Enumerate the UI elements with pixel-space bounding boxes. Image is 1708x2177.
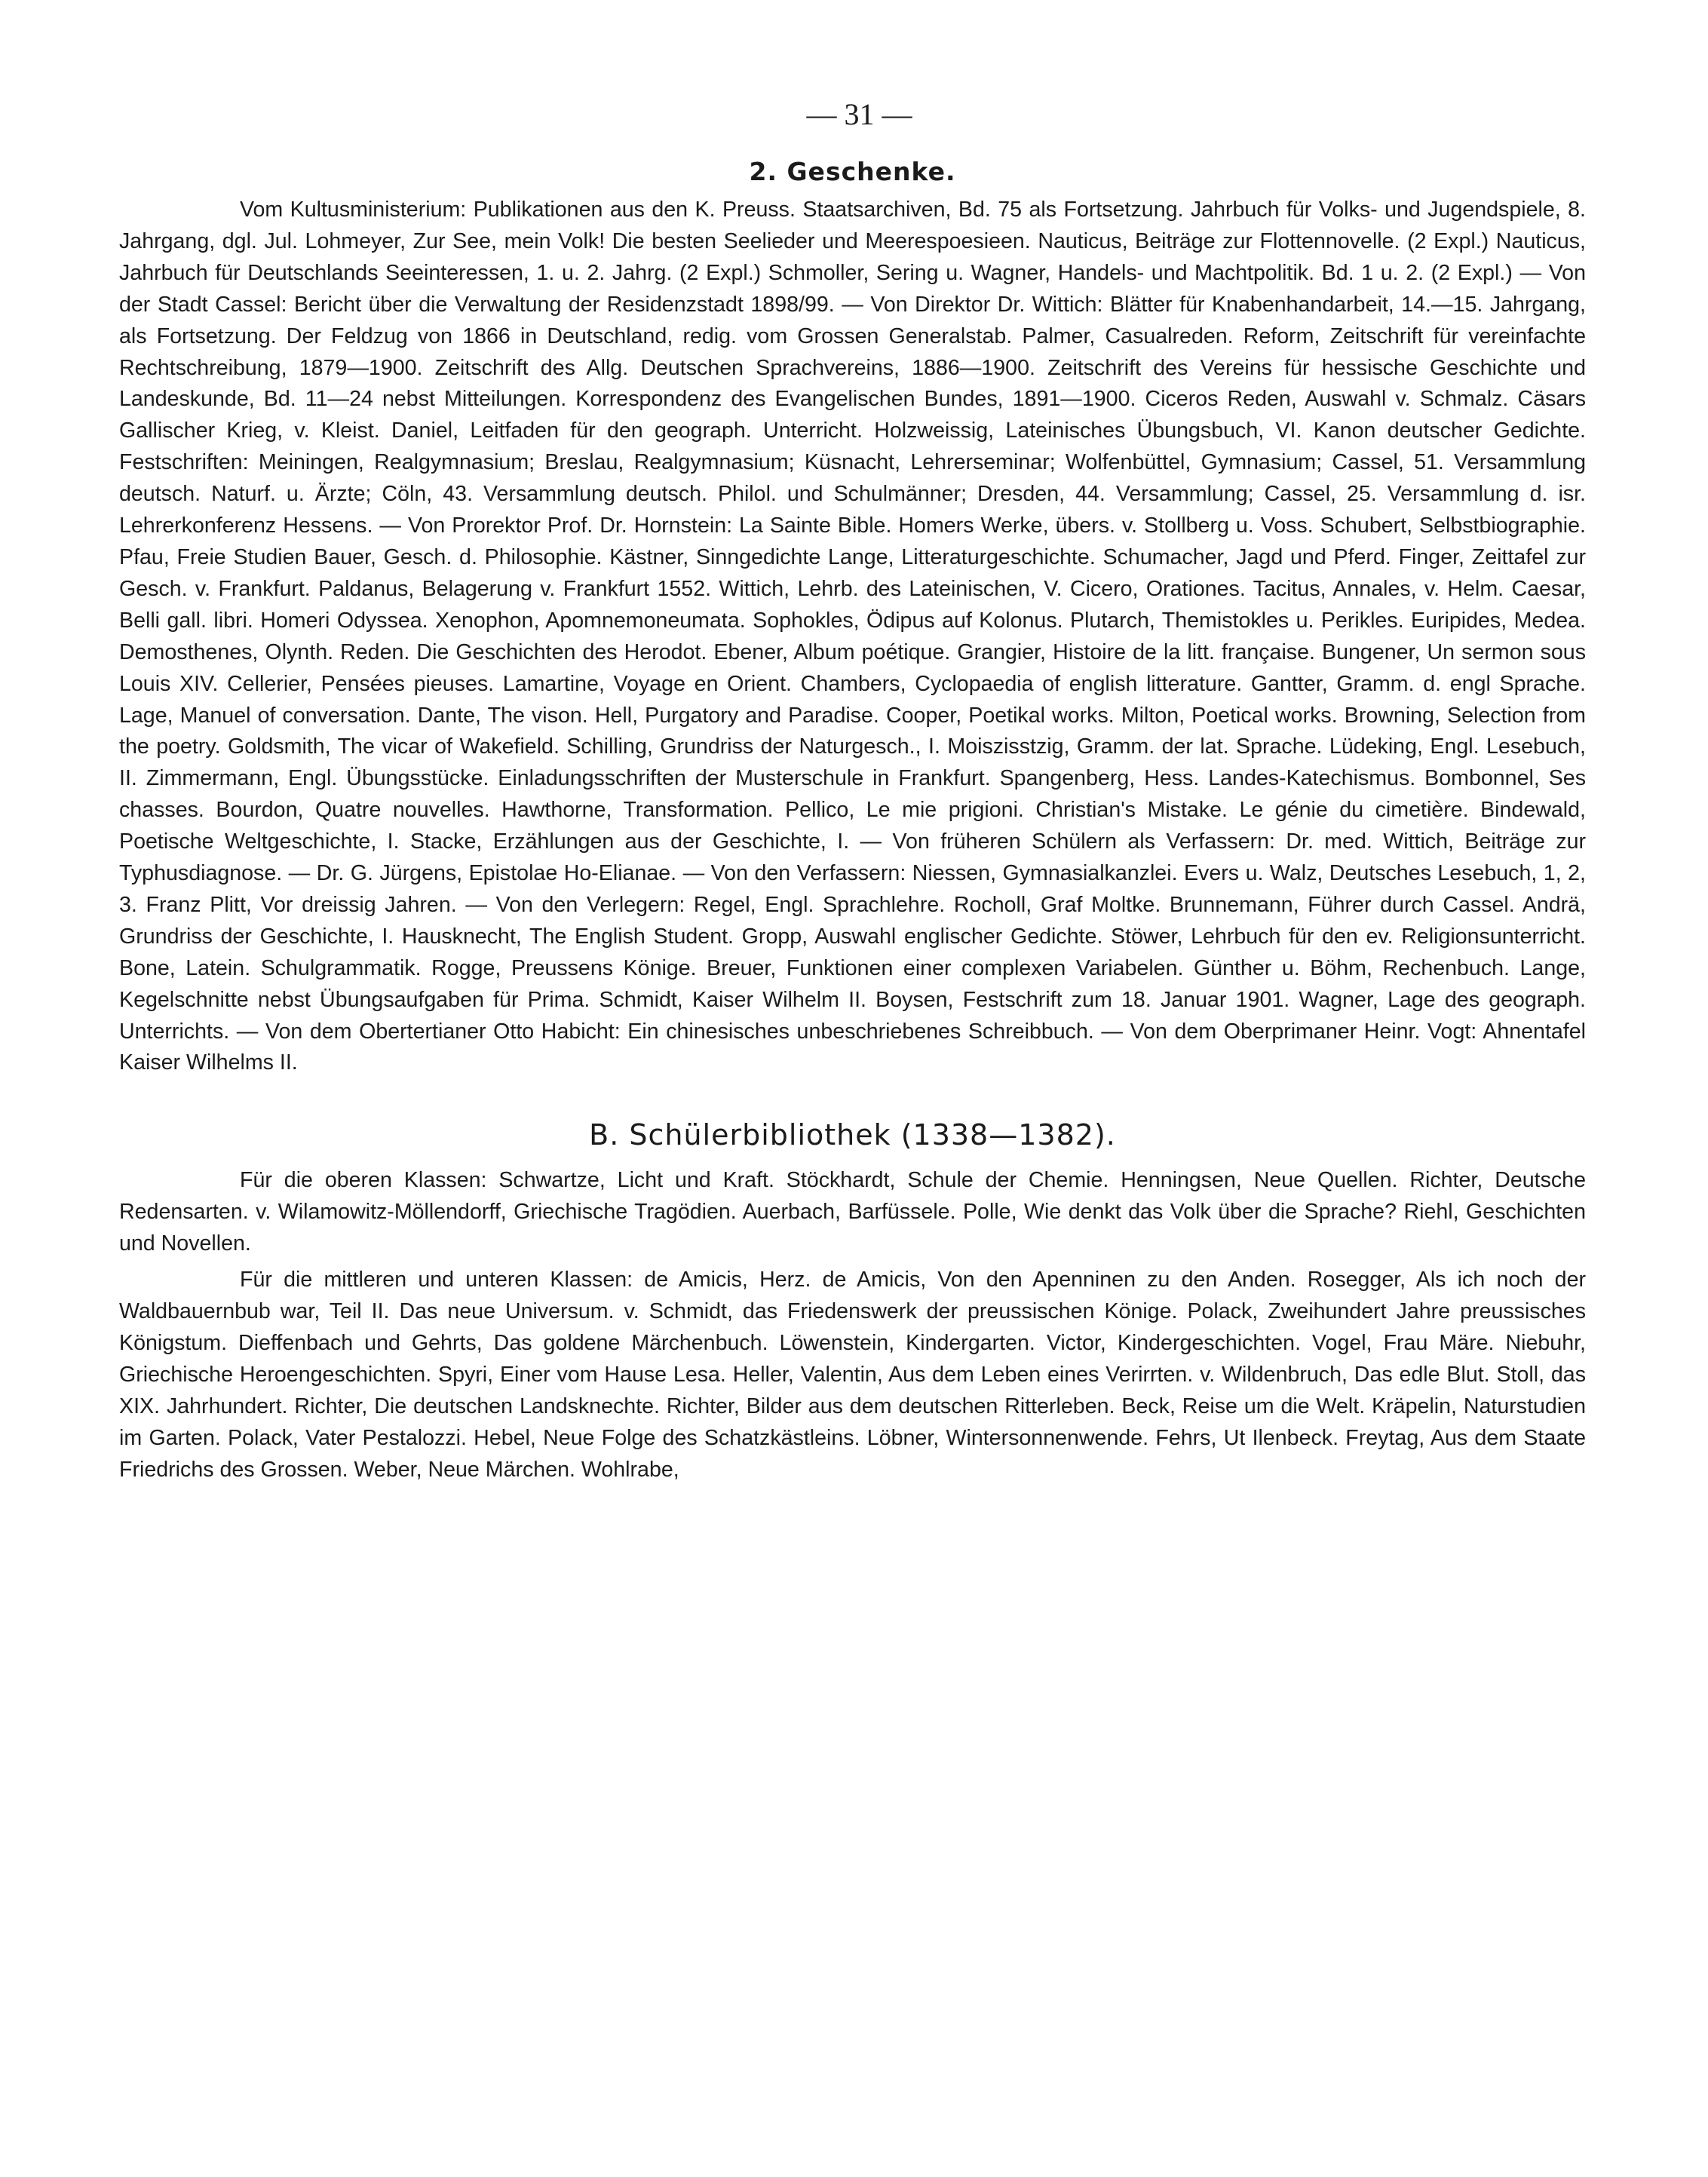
page-number: — 31 — xyxy=(806,97,912,131)
section-title-student-library: B. Schülerbibliothek (1338—1382). xyxy=(589,1118,1116,1152)
upper-classes-paragraph: Für die oberen Klassen: Schwartze, Licht und Kraft. Stöckhardt, Schule der Chemie. Henningsen, Neue Quellen. Richter, Deutsche Redensarten. v. Wilamowitz-Möllendorff, Griechische Tragödien. Auerbach, Barfüssele. Polle, Wie denkt das Volk über die Sprache? Riehl, Geschichten und Novellen. xyxy=(119,1168,1586,1256)
gifts-paragraph: Vom Kultusministerium: Publikationen aus den K. Preuss. Staatsarchiven, Bd. 75 als Fortsetzung. Jahrbuch für Volks- und Jugendspiele, 8. Jahrgang, dgl. Jul. Lohmeyer, Zur See, mein Volk! Die besten Seelieder und Meerespoesieen. Nauticus, Beiträge zur Flottennovelle. (2 Expl.) Nauticus, Jahrbuch für Deutschlands Seeinteressen, 1. u. 2. Jahrg. (2 Expl.) Schmoller, Sering u. Wagner, Handels- und Machtpolitik. Bd. 1 u. 2. (2 Expl.) — Von der Stadt Cassel: Bericht über die Verwaltung der Residenzstadt 1898/99. — Von Direktor Dr. Wittich: Blätter für Knabenhandarbeit, 14.—15. Jahrgang, als Fortsetzung. Der Feldzug von 1866 in Deutschland, redig. vom Grossen Generalstab. Palmer, Casualreden. Reform, Zeitschrift für vereinfachte Rechtschreibung, 1879—1900. Zeitschrift des Allg. Deutschen Sprachvereins, 1886—1900. Zeitschrift des Vereins für hessische Geschichte und Landeskunde, Bd. 11—24 nebst Mitteilungen. Korrespondenz des Evangelischen Bundes, 1891—1900. Ciceros Reden, Auswahl v. Schmalz. Cäsars Gallischer Krieg, v. Kleist. Daniel, Leitfaden für den geograph. Unterricht. Holzweissig, Lateinisches Übungsbuch, VI. Kanon deutscher Gedichte. Festschriften: Meiningen, Realgymnasium; Breslau, Realgymnasium; Küsnacht, Lehrerseminar; Wolfenbüttel, Gymnasium; Cassel, 51. Versammlung deutsch. Naturf. u. Ärzte; Cöln, 43. Versammlung deutsch. Philol. und Schulmänner; Dresden, 44. Versammlung; Cassel, 25. Versammlung d. isr. Lehrerkonferenz Hessens. — Von Prorektor Prof. Dr. Hornstein: La Sainte Bible. Homers Werke, übers. v. Stollberg u. Voss. Schubert, Selbstbiographie. Pfau, Freie Studien Bauer, Gesch. d. Philosophie. Kästner, Sinngedichte Lange, Litteraturgeschichte. Schumacher, Jagd und Pferd. Finger, Zeittafel zur Gesch. v. Frankfurt. Paldanus, Belagerung v. Frankfurt 1552. Wittich, Lehrb. des Lateinischen, V. Cicero, Orationes. Tacitus, Annales, v. Helm. Caesar, Belli gall. libri. Homeri Odyssea. Xenophon, Apomnemoneumata. Sophokles, Ödipus auf Kolonus. Plutarch, Themistokles u. Perikles. Euripides, Medea. Demosthenes, Olynth. Reden. Die Geschichten des Herodot. Ebener, Album poétique. Grangier, Histoire de la litt. française. Bungener, Un sermon sous Louis XIV. Cellerier, Pensées pieuses. Lamartine, Voyage en Orient. Chambers, Cyclopaedia of english litterature. Gantter, Gramm. d. engl Sprache. Lage, Manuel of conversation. Dante, The vison. Hell, Purgatory and Paradise. Cooper, Poetikal works. Milton, Poetical works. Browning, Selection from the poetry. Goldsmith, The vicar of Wakefield. Schilling, Grundriss der Naturgesch., I. Moiszisstzig, Gramm. der lat. Sprache. Lüdeking, Engl. Lesebuch, II. Zimmermann, Engl. Übungsstücke. Einladungsschriften der Musterschule in Frankfurt. Spangenberg, Hess. Landes-Katechismus. Bombonnel, Ses chasses. Bourdon, Quatre nouvelles. Hawthorne, Transformation. Pellico, Le mie prigioni. Christian's Mistake. Le génie du cimetière. Bindewald, Poetische Weltgeschichte, I. Stacke, Erzählungen aus der Geschichte, I. — Von früheren Schülern als Verfassern: Dr. med. Wittich, Beiträge zur Typhusdiagnose. — Dr. G. Jürgens, Epistolae Ho-Elianae. — Von den Verfassern: Niessen, Gymnasialkanzlei. Evers u. Walz, Deutsches Lesebuch, 1, 2, 3. Franz Plitt, Vor dreissig Jahren. — Von den Verlegern: Regel, Engl. Sprachlehre. Rocholl, Graf Moltke. Brunnemann, Führer durch Cassel. Andrä, Grundriss der Geschichte, I. Hausknecht, The English Student. Gropp, Auswahl englischer Gedichte. Stöwer, Lehrbuch für den ev. Religionsunterricht. Bone, Latein. Schulgrammatik. Rogge, Preussens Könige. Breuer, Funktionen einer complexen Variabelen. Günther u. Böhm, Rechenbuch. Lange, Kegelschnitte nebst Übungsaufgaben für Prima. Schmidt, Kaiser Wilhelm II. Boysen, Festschrift zum 18. Januar 1901. Wagner, Lage des geograph. Unterrichts. — Von dem Obertertianer Otto Habicht: Ein chinesisches unbeschriebenes Schreibbuch. — Von dem Oberprimaner Heinr. Vogt: Ahnentafel Kaiser Wilhelms II. xyxy=(119,198,1586,1075)
document-page xyxy=(119,90,1586,1486)
section-title-gifts: 2. Geschenke. xyxy=(749,157,956,186)
middle-lower-classes-paragraph: Für die mittleren und unteren Klassen: de Amicis, Herz. de Amicis, Von den Apenninen zu den Anden. Rosegger, Als ich noch der Waldbauernbub war, Teil II. Das neue Universum. v. Schmidt, das Friedenswerk der preussischen Könige. Polack, Zweihundert Jahre preussisches Königstum. Dieffenbach und Gehrts, Das goldene Märchenbuch. Löwenstein, Kindergarten. Victor, Kindergeschichten. Vogel, Frau Märe. Niebuhr, Griechische Heroengeschichten. Spyri, Einer vom Hause Lesa. Heller, Valentin, Aus dem Leben eines Verirrten. v. Wildenbruch, Das edle Blut. Stoll, das XIX. Jahrhundert. Richter, Die deutschen Landsknechte. Richter, Bilder aus dem deutschen Ritterleben. Beck, Reise um die Welt. Kräpelin, Naturstudien im Garten. Polack, Vater Pestalozzi. Hebel, Neue Folge des Schatzkästleins. Löbner, Wintersonnenwende. Fehrs, Ut Ilenbeck. Freytag, Aus dem Staate Friedrichs des Grossen. Weber, Neue Märchen. Wohlrabe, xyxy=(119,1268,1586,1482)
